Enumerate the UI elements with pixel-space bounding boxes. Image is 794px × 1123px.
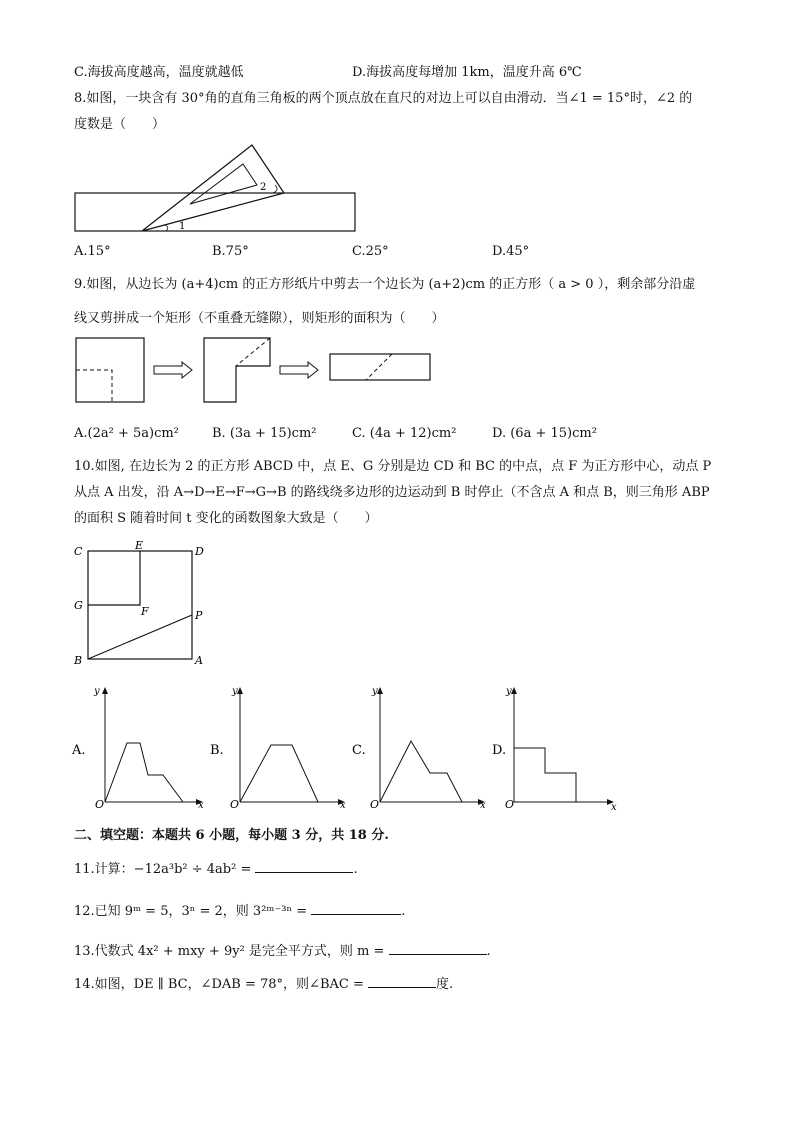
q12-suffix: . [401,904,406,919]
q11-stem: 11.计算：−12a³b² ÷ 4ab² = [74,862,252,877]
label-b: B [74,654,83,667]
option-label: A. [72,743,86,758]
y-arrow [511,687,517,694]
q11-suffix: . [353,862,358,877]
y-label: y [94,686,100,697]
q9-option-a: A.(2a² + 5a)cm² [74,426,179,441]
x-label: x [340,800,346,811]
x-label: x [480,800,486,811]
graph-line [105,743,183,802]
rectangle-dashed [366,354,392,380]
option-label: C. [352,743,366,758]
q13-stem: 13.代数式 4x² + mxy + 9y² 是完全平方式，则 m = [74,944,385,959]
x-label: x [198,800,204,811]
q10-graph-a [72,684,207,812]
q9-option-d: D. (6a + 15)cm² [492,426,597,441]
q12 [74,902,405,921]
y-arrow [102,687,108,694]
q13-suffix: . [486,944,491,959]
label-a: A [195,654,203,667]
y-label: y [506,686,512,697]
y-label: y [232,686,238,697]
q10-square-figure [70,538,220,668]
rectangle [330,354,430,380]
q14-suffix: 度. [436,977,454,992]
graph-line [514,748,576,802]
q7-option-c: C.海拔高度越高，温度就越低 [74,65,244,80]
q14 [74,975,453,994]
q7-option-d: D.海拔高度每增加 1km，温度升高 6℃ [352,65,582,80]
q14-stem: 14.如图，DE ∥ BC，∠DAB = 78°，则∠BAC = [74,977,364,992]
origin-label: O [230,798,240,811]
q10-graph-c [350,684,490,812]
q13-answer-blank[interactable] [389,942,487,955]
q8-option-d: D.45° [492,244,530,259]
q8-stem-line1: 8.如图，一块含有 30°角的直角三角板的两个顶点放在直尺的对边上可以自由滑动．当∠1 = 15°时，∠2 的 [74,91,693,106]
q10-stem-line3: 的面积 S 随着时间 t 变化的函数图象大致是（ ） [74,511,378,526]
y-label: y [372,686,378,697]
q9-option-c: C. (4a + 12)cm² [352,426,457,441]
label-d: D [195,545,204,558]
origin-label: O [505,798,515,811]
q10-graph-d [490,684,620,812]
q14-answer-blank[interactable] [368,975,436,988]
q9-option-b: B. (3a + 15)cm² [212,426,317,441]
label-g: G [74,599,83,612]
y-arrow [237,687,243,694]
graph-line [240,745,318,802]
q11 [74,860,358,879]
section-2-title: 二、填空题：本题共 6 小题，每小题 3 分，共 18 分. [74,828,389,843]
q8-option-a: A.15° [74,244,111,259]
angle-2-arc [273,185,277,193]
q13 [74,942,491,961]
label-e: E [135,539,144,552]
q9-cut-square-figure [74,336,434,406]
q10-stem-line2: 从点 A 出发，沿 A→D→E→F→G→B 的路线绕多边形的边运动到 B 时停止（不含点 A 和点 B，则三角形 ABP [74,485,710,500]
arrow-1 [154,362,192,378]
q8-option-b: B.75° [212,244,249,259]
l-shape [204,338,270,402]
angle-2-label: 2 [260,182,267,193]
angle-1-arc [165,225,168,231]
l-shape-dashed [236,338,270,366]
label-c: C [74,545,83,558]
q8-ruler-triangle-figure [74,140,360,236]
q8-option-c: C.25° [352,244,389,259]
q10-stem-line1: 10.如图, 在边长为 2 的正方形 ABCD 中，点 E、G 分别是边 CD 和 BC 的中点，点 F 为正方形中心，动点 P [74,459,712,474]
angle-1-label: 1 [179,221,186,232]
origin-label: O [95,798,105,811]
label-p: P [195,609,203,622]
x-label: x [611,802,617,813]
segment-bp [88,615,192,659]
q9-stem-line1: 9.如图，从边长为 (a+4)cm 的正方形纸片中剪去一个边长为 (a+2)cm 的正方形（ a > 0 ），剩余部分沿虚 [74,277,696,292]
origin-label: O [370,798,380,811]
label-f: F [141,605,149,618]
option-label: D. [492,743,507,758]
q9-stem-line2: 线又剪拼成一个矩形（不重叠无缝隙），则矩形的面积为（ ） [74,311,445,326]
q12-answer-blank[interactable] [311,902,401,915]
path-e-f-g [88,551,140,605]
graph-line [380,741,462,802]
set-square-inner [190,164,257,204]
q12-stem: 12.已知 9ᵐ = 5，3ⁿ = 2，则 3²ᵐ⁻³ⁿ = [74,904,308,919]
q10-graph-b [210,684,350,812]
option-label: B. [210,743,224,758]
q8-stem-line2: 度数是（ ） [74,117,166,132]
y-arrow [377,687,383,694]
q11-answer-blank[interactable] [255,860,353,873]
cut-dashed-line [76,370,112,402]
arrow-2 [280,362,318,378]
